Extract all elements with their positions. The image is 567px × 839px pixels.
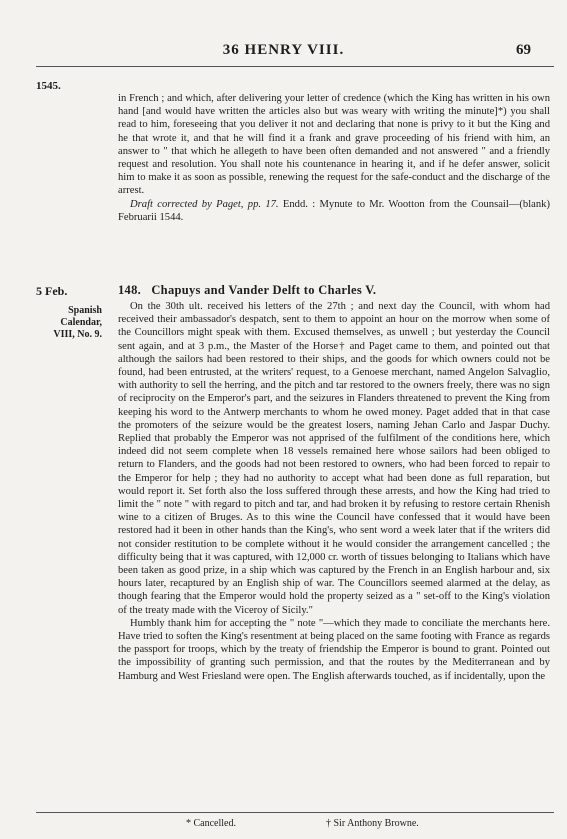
- page-title: 36 HENRY VIII.: [222, 42, 345, 58]
- footnote-1: * Cancelled.: [186, 818, 236, 829]
- page-number: 69: [516, 42, 531, 58]
- footnotes: [36, 812, 554, 829]
- entry-text: [118, 300, 550, 683]
- page-header: [0, 42, 567, 62]
- entry-title: Chapuys and Vander Delft to Charles V.: [151, 283, 377, 297]
- entry-paragraph-2: Humbly thank him for accepting the " note "—which they made to conciliate the merchants here. Have tried to soften the King's resentment at being placed on the same footing with France as regards the passport for troops, which by the treaty of friendship the Emperor is bound to grant. Pointed out the impossibility of granting such permission, and that the routes by the Mediterranean and by Hamburg and West Friesland were open. The English afterwards touched, as if incidentally, upon the: [118, 617, 550, 682]
- intro-paragraph: in French ; and which, after delivering your letter of credence (which the King has written in his own hand [and would have written the articles also but was weary with writing the minute]*) you shall read to him, foreseeing that you deliver it not and declaring that none is privy to it but the King and he that wrote it, and that he will find it a frank and grave proceeding of his friend with him, an answer to " that which he allegeth to have been often demanded and not answered " and a friendly request and resolution. You shall note his countenance in hearing it, and if he defer answer, solicit him to make it as soon as possible, renewing the request for the safe-conduct and the discharge of the arrest.: [118, 93, 550, 197]
- margin-date: 5 Feb.: [36, 284, 68, 298]
- endorsement: Endd. : Mynute to Mr. Wootton from the Counsail—(blank) Februarii 1544.: [118, 198, 550, 223]
- entry-heading: [118, 283, 550, 298]
- header-rule: [36, 66, 554, 67]
- source-line-1: Spanish: [68, 305, 102, 316]
- draft-note-line: [118, 198, 550, 224]
- source-line-3: VIII, No. 9.: [53, 329, 102, 340]
- margin-year: 1545.: [36, 80, 61, 92]
- source-line-2: Calendar,: [60, 317, 102, 328]
- margin-source: [18, 305, 102, 341]
- draft-note: Draft corrected by Paget, pp. 17.: [130, 198, 279, 210]
- intro-text: [118, 92, 550, 224]
- entry-number: 148.: [118, 283, 142, 297]
- footnote-2: † Sir Anthony Browne.: [326, 818, 419, 829]
- entry-paragraph-1: On the 30th ult. received his letters of the 27th ; and next day the Council, with whom had received their ambassador's despatch, sent to them to appoint an hour on the morrow when some of the Councillors might speak with them. Excused themselves, as unwell ; but yesterday the Council sent again, and at 3 p.m., the Master of the Horse† and Paget came to them, and pointed out that although the sailors had been restored to their ships, and the goods for which owners could not be found, had been entrusted, at the writers' request, to a Genoese merchant, named Angelon Salvaglio, with authority to sell the herring, and the pitch and tar restored to the owners freely, there was no sign of reciprocity on the Emperor's part, and the seizures in Flanders threatened to prevent the King from keeping his word to the Antwerp merchants to whom he owed money. Paget added that in that case the promoters of the seizure would be the greatest losers, naming Jehan Carlo and Jaspar Duchy. Replied that probably the Emperor was not apprised of the fulfilment of the conditions here, which indeed did not seem complete when 18 vessels remained here whose sailors had been obliged to return to Flanders, and the goods had not been restored to owners, who had been forced to repair to the Emperor for help ; they had no authority to accept what had been done as full reparation, but would report it. Set forth also the loss suffered through these arrests, and how the King had tried to limit the " note " with regard to pitch and tar, and had broken it by refusing to restore certain Rhenish wine to a citizen of Bruges. As to this wine the Council have confessed that it would have been restored had it been in other hands than the King's, who sent word a week later that if the writers did not consider restitution to be complete without it he would consider the arrangement cancelled ; the difficulty being that it was captured, with 12,000 cr. worth of tissues belonging to Italians which have been taken as good prize, in a ship which was captured by the French in an English harbour and, six hours later, recaptured by an English ship of war. The Councillors seemed alarmed at the delay, as though fearing that the Emperor would hold the property seized as a " set-off to the King's violation of the treaty made with the Viceroy of Sicily.": [118, 301, 550, 616]
